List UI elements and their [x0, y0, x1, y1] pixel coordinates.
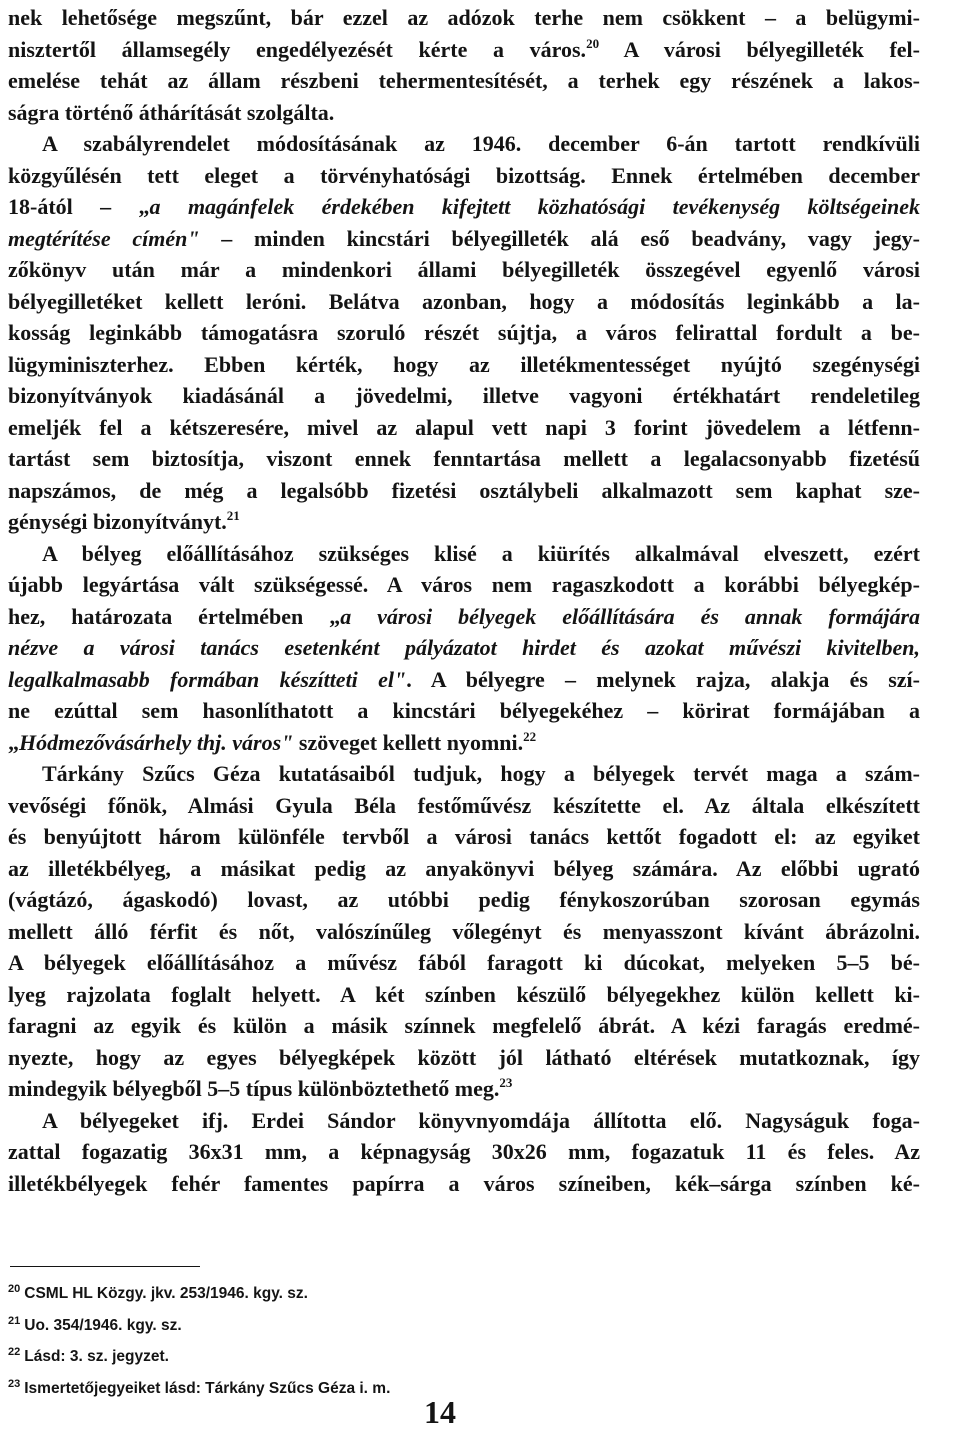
text-segment: . A bélyegre – melynek rajza, alakja és szí- — [406, 666, 920, 692]
text-segment: A városi bélyegilleték fel- — [599, 36, 920, 62]
text-segment: nyezte, hogy az egyes bélyegképek között jól látható eltérések mutatkoznak, így — [8, 1044, 920, 1070]
italic-quote: a városi bélyegek előállítására és annak formájára — [340, 603, 921, 629]
text-line — [8, 286, 920, 318]
text-segment: napszámos, de még a legalsóbb fizetési osztálybeli alkalmazott sem kaphat sze- — [8, 477, 920, 503]
footnote-number: 20 — [8, 1283, 21, 1295]
text-segment: – minden kincstári bélyegilleték alá eső beadvány, vagy jegy- — [199, 225, 920, 251]
text-line — [8, 34, 920, 66]
text-segment: faragni az egyik és külön a másik színnek megfelelő ábrát. A kézi faragás eredmé- — [8, 1013, 920, 1038]
text-line — [8, 947, 920, 979]
text-segment: közgyűlésén tett eleget a törvényhatósági bizottság. Ennek értelmében december — [8, 162, 920, 188]
text-line — [8, 1010, 920, 1042]
italic-quote: nézve a városi tanács esetenként pályázatot hirdet és azokat művészi kivitelben, — [8, 635, 920, 660]
footnote-text: CSML HL Közgy. jkv. 253/1946. kgy. sz. — [24, 1285, 308, 1302]
text-line — [8, 758, 920, 790]
text-segment: mellett álló férfit és nőt, valószínűleg vőlegényt és menyasszont kívánt ábrázolni. — [8, 918, 920, 944]
text-segment: A bélyeg előállításához szükséges klisé a kiürítés alkalmával elveszett, ezért — [42, 540, 920, 566]
text-segment: az illetékbélyeg, a másikat pedig az anyakönyvi bélyeg számára. Az előbbi ugrató — [8, 855, 920, 881]
text-segment: vevőségi főnök, Almási Gyula Béla festőművész készítette el. Az általa elkészített — [8, 792, 920, 818]
text-segment: újabb legyártása vált szükségessé. A város nem ragaszkodott a korábbi bélyegkép- — [8, 572, 920, 597]
footnote-ref: 23 — [499, 1075, 513, 1090]
footnote-text: Uo. 354/1946. kgy. sz. — [24, 1316, 182, 1334]
text-segment: lügyminiszterhez. Ebben kérték, hogy az illetékmentességet nyújtó szegénységi — [8, 351, 920, 377]
text-line — [8, 601, 920, 633]
text-segment: bélyegilletéket kellett leróni. Belátva azonban, hogy a módosítás leginkább a la- — [8, 288, 920, 314]
text-segment: génységi bizonyítványt. — [8, 509, 227, 534]
text-segment: ne ezúttal sem hasonlíthatott a kincstári bélyegekéhez – körirat formájában a — [8, 698, 920, 723]
footnote — [8, 1276, 908, 1308]
text-line — [8, 254, 920, 286]
footnote-ref: 21 — [226, 508, 240, 523]
footnote-text: Ismertetőjegyeiket lásd: Tárkány Szűcs Géza i. m. — [24, 1379, 391, 1397]
footnote-number: 21 — [8, 1314, 21, 1327]
text-line — [8, 65, 920, 97]
text-segment: 18-ától – „ — [8, 194, 150, 219]
text-line — [8, 821, 920, 853]
text-segment: tartást sem biztosítja, viszont ennek fenntartása mellett a legalacsonyabb fizetésű — [8, 446, 920, 471]
page-number: 14 — [424, 1394, 456, 1430]
italic-quote: Hódmezővásárhely thj. város" — [19, 729, 294, 755]
text-line — [8, 1042, 920, 1074]
text-line — [8, 632, 920, 664]
text-line — [8, 506, 920, 538]
text-segment: zattal fogazatig 36x31 mm, a képnagyság 30x26 mm, fogazatuk 11 és feles. Az — [8, 1139, 920, 1164]
text-line — [8, 1136, 920, 1168]
text-line — [8, 380, 920, 412]
body-text — [8, 2, 920, 1199]
text-segment: kosság leginkább támogatásra szoruló részét sújtja, a város felirattal fordult a be- — [8, 320, 920, 345]
text-line — [8, 916, 920, 948]
text-line — [8, 1105, 920, 1137]
text-segment: (vágtázó, ágaskodó) lovast, az utóbbi pedig fénykoszorúban szorosan egymás — [8, 887, 920, 912]
text-line — [8, 979, 920, 1011]
text-segment: Tárkány Szűcs Géza kutatásaiból tudjuk, hogy a bélyegek tervét maga a szám- — [42, 761, 920, 786]
text-segment: nek lehetősége megszűnt, bár ezzel az adózok terhe nem csökkent – a belügymi- — [8, 5, 920, 30]
text-line — [8, 191, 920, 223]
text-line — [8, 160, 920, 192]
text-line — [8, 569, 920, 601]
text-line — [8, 695, 920, 727]
text-line — [8, 412, 920, 444]
text-line — [8, 664, 920, 696]
text-segment: nisztertől államsegély engedélyezését kérte a város. — [8, 36, 587, 62]
text-segment: illetékbélyegek fehér famentes papírra a város színeiben, kék–sárga színben ké- — [8, 1170, 920, 1196]
text-segment: emelése tehát az állam részbeni tehermentesítését, a terhek egy részének a lakos- — [8, 68, 920, 93]
footnote-ref: 20 — [586, 35, 600, 51]
text-segment: hez, határozata értelmében „ — [8, 603, 341, 629]
text-segment: zőkönyv után már a mindenkori állami bélyegilleték összegével egyenlő városi — [8, 257, 920, 282]
text-line — [8, 727, 920, 759]
text-segment: bizonyítványok kiadásánál a jövedelmi, illetve vagyoni értékhatárt rendeletileg — [8, 383, 920, 408]
text-segment: „ — [8, 729, 19, 755]
italic-quote: megtérítése címén" — [8, 225, 200, 251]
italic-quote: legalkalmasabb formában készítteti el" — [8, 666, 407, 692]
text-line — [8, 475, 920, 507]
text-line — [8, 349, 920, 381]
text-line — [8, 128, 920, 160]
footnote-ref: 22 — [523, 728, 537, 744]
text-segment: lyeg rajzolata foglalt helyett. A két színben készülő bélyegekhez külön kellett ki- — [8, 981, 920, 1007]
text-line — [8, 223, 920, 255]
italic-quote: a magánfelek érdekében kifejtett közhatósági tevékenység költségeinek — [149, 194, 920, 219]
text-segment: ságra történő áthárítását szolgálta. — [8, 99, 335, 125]
text-segment: és benyújtott három különféle tervből a városi tanács kettőt fogadott el: az egyiket — [8, 824, 920, 849]
text-line — [8, 790, 920, 822]
text-line — [8, 884, 920, 916]
text-segment: A szabályrendelet módosításának az 1946. december 6-án tartott rendkívüli — [42, 131, 920, 156]
text-line — [8, 317, 920, 349]
text-line — [8, 2, 920, 34]
text-line — [8, 97, 920, 129]
footnote — [8, 1339, 908, 1371]
text-line — [8, 853, 920, 885]
footnotes — [8, 1276, 908, 1402]
text-segment: szöveget kellett nyomni. — [293, 729, 524, 755]
footnote-number: 22 — [8, 1346, 21, 1358]
footnote-text: Lásd: 3. sz. jegyzet. — [24, 1348, 169, 1365]
text-segment: A bélyegek előállításához a művész fából faragott ki dúcokat, melyeken 5–5 bé- — [8, 950, 920, 975]
footnote-rule — [10, 1266, 200, 1267]
text-segment: emeljék fel a kétszeresére, mivel az alapul vett napi 3 forint jövedelem a létfenn- — [8, 414, 920, 440]
text-segment: A bélyegeket ifj. Erdei Sándor könyvnyomdája állította elő. Nagyságuk foga- — [42, 1107, 920, 1133]
text-line — [8, 443, 920, 475]
text-line — [8, 1073, 920, 1105]
text-segment: mindegyik bélyegből 5–5 típus különböztethető meg. — [8, 1076, 500, 1101]
text-line — [8, 1168, 920, 1200]
footnote — [8, 1308, 908, 1340]
footnote-number: 23 — [8, 1377, 21, 1390]
text-line — [8, 538, 920, 570]
